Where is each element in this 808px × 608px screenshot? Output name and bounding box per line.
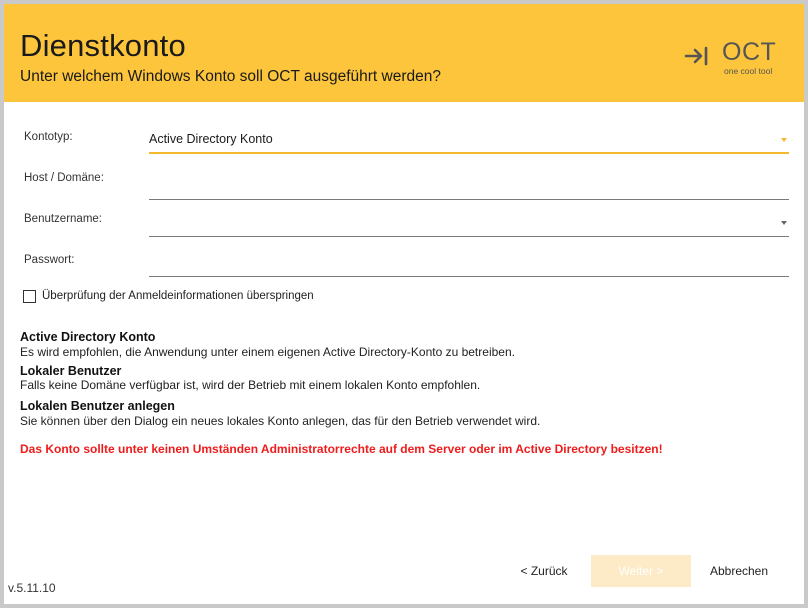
username-input[interactable] — [149, 213, 769, 233]
skip-check-checkbox[interactable] — [23, 290, 36, 303]
page-subtitle: Unter welchem Windows Konto soll OCT ausgeführt werden? — [20, 68, 441, 85]
info-text-create-local: Sie können über den Dialog ein neues lokales Konto anlegen, das für den Betrieb verwendet wird. — [20, 414, 541, 428]
username-label: Benutzername: — [24, 213, 102, 225]
header-banner — [4, 4, 804, 102]
info-heading-create-local: Lokalen Benutzer anlegen — [20, 399, 175, 413]
account-type-label: Kontotyp: — [24, 131, 73, 143]
host-field[interactable] — [149, 174, 789, 200]
username-dropdown[interactable] — [149, 211, 789, 237]
logo-tagline: one cool tool — [724, 66, 773, 76]
host-label: Host / Domäne: — [24, 172, 104, 184]
host-input[interactable] — [149, 176, 789, 196]
logo-text: OCT — [722, 38, 777, 66]
info-text-ad: Es wird empfohlen, die Anwendung unter einem eigenen Active Directory-Konto zu betreiben. — [20, 345, 515, 359]
arrow-right-icon — [684, 46, 710, 66]
skip-check-label[interactable]: Überprüfung der Anmeldeinformationen überspringen — [42, 290, 314, 302]
back-button[interactable]: < Zurück — [520, 564, 568, 578]
version-label: v.5.11.10 — [8, 581, 56, 595]
next-button[interactable]: Weiter > — [591, 555, 691, 587]
info-text-local: Falls keine Domäne verfügbar ist, wird der Betrieb mit einem lokalen Konto empfohlen. — [20, 378, 481, 392]
account-type-value: Active Directory Konto — [149, 132, 273, 146]
cancel-button[interactable]: Abbrechen — [709, 564, 769, 578]
skip-check-row[interactable] — [23, 288, 314, 304]
oct-logo — [684, 38, 794, 88]
password-label: Passwort: — [24, 254, 75, 266]
info-heading-ad: Active Directory Konto — [20, 330, 156, 344]
password-input[interactable] — [149, 253, 789, 273]
account-type-dropdown[interactable] — [149, 128, 789, 154]
chevron-down-icon[interactable] — [781, 221, 787, 225]
info-heading-local: Lokaler Benutzer — [20, 364, 122, 378]
password-field[interactable] — [149, 251, 789, 277]
chevron-down-icon — [781, 138, 787, 142]
admin-rights-warning: Das Konto sollte unter keinen Umständen Administratorrechte auf dem Server oder im Active Directory besitzen! — [20, 442, 663, 456]
page-title: Dienstkonto — [20, 28, 186, 63]
